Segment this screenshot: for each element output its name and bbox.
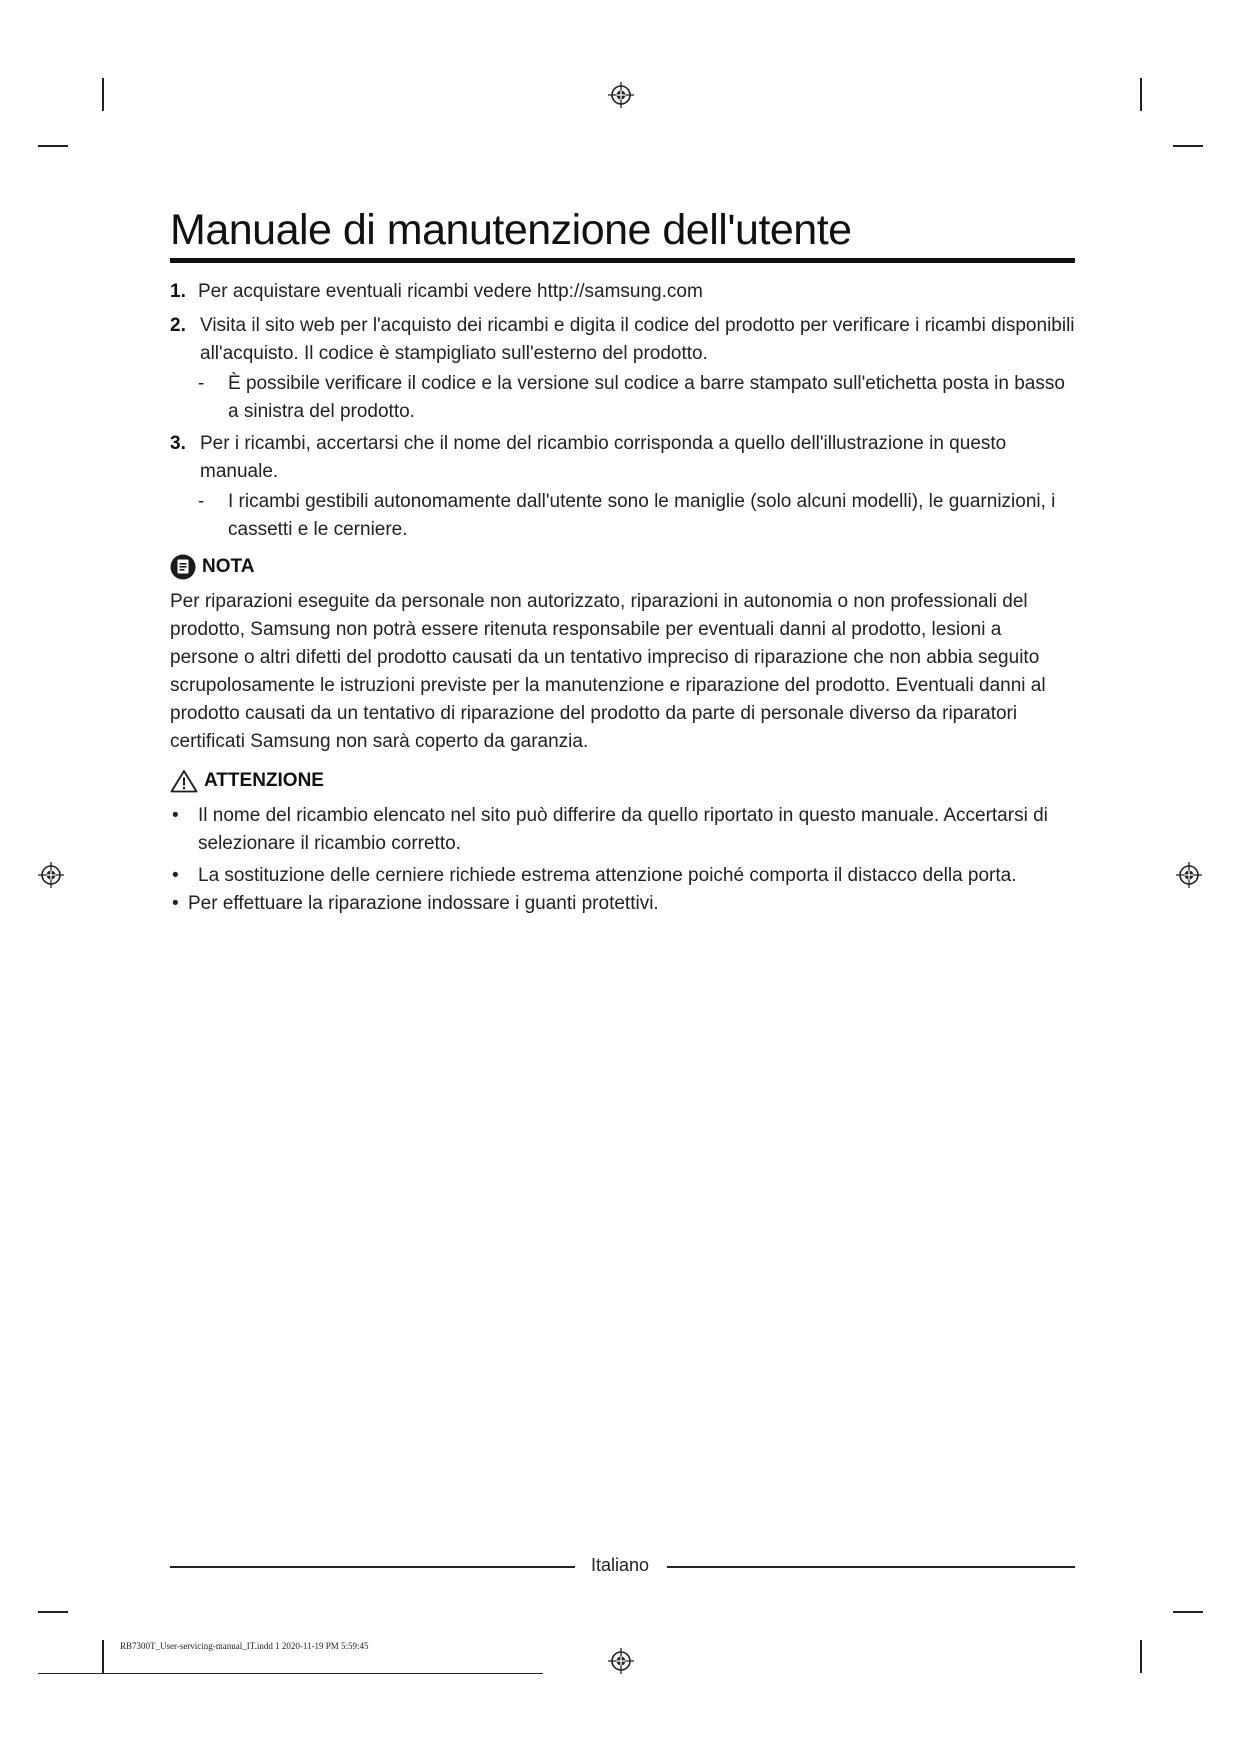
print-slug: RB7300T_User-servicing-manual_IT.indd 1 2020-11-19 PM 5:59:45 bbox=[120, 1641, 369, 1651]
step-number: 2. bbox=[170, 315, 186, 336]
subnote-text: I ricambi gestibili autonomamente dall'utente sono le maniglie (solo alcuni modelli), le guarnizioni, i cassetti e le cerniere. bbox=[228, 491, 1056, 540]
bullet-text: Il nome del ricambio elencato nel sito può differire da quello riportato in questo manuale. Accertarsi di selezionare il ricambio corretto. bbox=[198, 805, 1048, 854]
crop-mark-bottom-right-v bbox=[1140, 1640, 1142, 1673]
crop-mark-top-right-v bbox=[1140, 78, 1142, 111]
registration-mark-icon bbox=[608, 82, 634, 108]
bullet-marker: • bbox=[172, 893, 179, 914]
bullet-marker: • bbox=[172, 805, 179, 826]
slug-rule bbox=[38, 1673, 543, 1674]
caution-bullet bbox=[170, 890, 1075, 918]
step-text: Per acquistare eventuali ricambi vedere http://samsung.com bbox=[198, 281, 703, 302]
crop-mark-bottom-right-h bbox=[1173, 1611, 1203, 1613]
dash-marker: - bbox=[198, 491, 205, 512]
note-icon bbox=[170, 554, 196, 580]
crop-mark-bottom-left-v bbox=[102, 1640, 104, 1673]
step-item bbox=[170, 278, 1075, 306]
step-item bbox=[170, 430, 1075, 486]
crop-mark-top-right-h bbox=[1173, 145, 1203, 147]
note-heading bbox=[170, 550, 1075, 584]
step-number: 1. bbox=[170, 281, 186, 302]
note-text: Per riparazioni eseguite da personale non autorizzato, riparazioni in autonomia o non professionali del prodotto, Samsung non potrà essere ritenuta responsabile per eventuali danni al prodotto, lesioni a persone o altri difetti del prodotto causati da un tentativo impreciso di riparazione che non abbia seguito scrupolosamente le istruzioni previste per la manutenzione e riparazione del prodotto. Eventuali danni al prodotto causati da un tentativo di riparazione del prodotto da parte di personale diverso da riparatori certificati Samsung non sarà coperto da garanzia. bbox=[170, 591, 1046, 752]
subnote-text: È possibile verificare il codice e la versione sul codice a barre stampato sull'etichetta posta in basso a sinistra del prodotto. bbox=[228, 373, 1065, 422]
registration-mark-icon bbox=[38, 862, 64, 888]
step-number: 3. bbox=[170, 433, 186, 454]
footer-rule-right bbox=[667, 1566, 1075, 1568]
step-text: Per i ricambi, accertarsi che il nome del ricambio corrisponda a quello dell'illustrazione in questo manuale. bbox=[200, 433, 1007, 482]
page-title: Manuale di manutenzione dell'utente bbox=[170, 206, 852, 254]
registration-mark-icon bbox=[1176, 862, 1202, 888]
note-label: NOTA bbox=[202, 556, 255, 577]
footer-rule-left bbox=[170, 1566, 575, 1568]
caution-bullet bbox=[170, 862, 1075, 890]
step-subnote bbox=[170, 488, 1075, 544]
footer-language: Italiano bbox=[590, 1555, 650, 1575]
caution-bullet bbox=[170, 802, 1075, 858]
bullet-text: Per effettuare la riparazione indossare i guanti protettivi. bbox=[188, 893, 659, 914]
step-text: Visita il sito web per l'acquisto dei ricambi e digita il codice del prodotto per verificare i ricambi disponibili all'acquisto. Il codice è stampigliato sull'esterno del prodotto. bbox=[200, 315, 1075, 364]
caution-label: ATTENZIONE bbox=[204, 770, 324, 791]
bullet-marker: • bbox=[172, 865, 179, 886]
step-item bbox=[170, 312, 1075, 368]
registration-mark-icon bbox=[608, 1648, 634, 1674]
crop-mark-bottom-left-h bbox=[38, 1611, 68, 1613]
crop-mark-top-left-v bbox=[102, 78, 104, 111]
dash-marker: - bbox=[198, 373, 205, 394]
warning-icon bbox=[170, 769, 198, 793]
bullet-text: La sostituzione delle cerniere richiede estrema attenzione poiché comporta il distacco della porta. bbox=[198, 865, 1017, 886]
crop-mark-top-left-h bbox=[38, 145, 68, 147]
step-subnote bbox=[170, 370, 1075, 426]
main-content bbox=[170, 278, 1075, 918]
title-underline bbox=[170, 258, 1075, 263]
caution-heading bbox=[170, 764, 1075, 798]
